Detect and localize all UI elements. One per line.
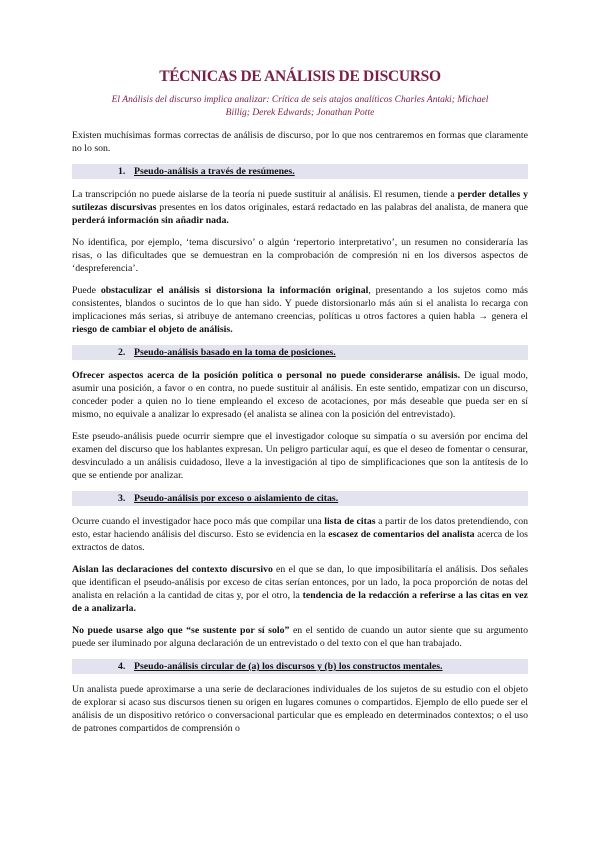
- section-3-paragraph-3: No puede usarse algo que “se sustente por sí solo” en el sentido de cuando un autor siente que su argumento puede ser iluminado por alguna declaración de un entrevistado o del texto con el que han trabajado.: [72, 625, 528, 649]
- section-number: 1.: [118, 166, 126, 177]
- section-title: Pseudo-análisis por exceso o aislamiento de citas.: [134, 493, 339, 504]
- section-title: Pseudo-análisis a través de resúmenes.: [134, 166, 295, 177]
- section-number: 3.: [118, 493, 126, 504]
- section-1-heading: [72, 164, 528, 179]
- section-title: Pseudo-análisis circular de (a) los discursos y (b) los constructos mentales.: [134, 661, 443, 672]
- section-1-paragraph-3: Puede obstaculizar el análisis si distorsiona la información original, presentando a los sujetos como más consistentes, blandos o sucintos de lo que han sido. Y puede distorsionarlo más aún si el analista lo recarga con implicaciones más serias, si atribuye de antemano creencias, políticas u otros factores a quien habla → genera el riesgo de cambiar el objeto de análisis.: [72, 285, 528, 335]
- document-subtitle: El Análisis del discurso implica analizar: Crítica de seis atajos analíticos Charles Antaki; Michael Billig; Derek Edwards; Jonathan Potte: [111, 95, 489, 118]
- section-3-paragraph-2: Aislan las declaraciones del contexto discursivo en el que se dan, lo que imposibilitaría el análisis. Dos señales que identifican el pseudo-análisis por exceso de citas serían entonces, por un lado, la poca proporción de notas del analista en relación a la cantidad de citas y, por el otro, la tendencia de la redacción a referirse a las citas en vez de a analizarla.: [72, 564, 529, 614]
- section-1-paragraph-2: No identifica, por ejemplo, ‘tema discursivo’ o algún ‘repertorio interpretativo’, un resumen no consideraría las risas, o las dificultades que se demuestran en la comprobación de compresión ni en los diversos aspectos de ‘despreferencia’.: [72, 237, 528, 274]
- section-4-heading: [72, 659, 528, 674]
- section-2-paragraph-2: Este pseudo-análisis puede ocurrir siempre que el investigador coloque su simpatía o su aversión por encima del examen del discurso que los hablantes expresan. Un peligro particular aquí, es que el deseo de fomentar o censurar, desvinculado a un análisis cuidadoso, lleve a la investigación al tipo de simplificaciones que son la antítesis de lo que se entiende por analizar.: [72, 431, 528, 481]
- section-2-paragraph-1: Ofrecer aspectos acerca de la posición política o personal no puede considerarse análisis. De igual modo, asumir una posición, a favor o en contra, no puede sustituir al análisis. En este sentido, empatizar con un discurso, conceder poder a quien no lo tiene empleando el exceso de acotaciones, por más deseable que pueda ser en sí mismo, no equivale a analizar lo expresado (el analista se alinea con la posición del entrevistado).: [72, 370, 528, 420]
- section-3-heading: [72, 491, 528, 506]
- section-2-heading: [72, 345, 528, 360]
- section-1-paragraph-1: La transcripción no puede aislarse de la teoría ni puede sustituir al análisis. El resumen, tiende a perder detalles y sutilezas discursivas presentes en los datos originales, estará redactado en las palabras del analista, de manera que perderá información sin añadir nada.: [72, 189, 528, 226]
- section-title: Pseudo-análisis basado en la toma de posiciones.: [134, 347, 336, 358]
- document-title: TÉCNICAS DE ANÁLISIS DE DISCURSO: [159, 68, 441, 85]
- section-4-paragraph-1: Un analista puede aproximarse a una serie de declaraciones individuales de los sujetos de su estudio con el objeto de explorar si acaso sus discursos tienen su origen en lugares comunes o compartidos. Ejemplo de ello puede ser el análisis de un dispositivo retórico o conversacional particular que es empleado en determinados contextos; o el uso de patrones compartidos de comprensión o: [72, 684, 528, 734]
- intro-paragraph: Existen muchísimas formas correctas de análisis de discurso, por lo que nos centraremos en formas que claramente no lo son.: [72, 130, 528, 154]
- section-number: 2.: [118, 347, 126, 358]
- section-3-paragraph-1: Ocurre cuando el investigador hace poco más que compilar una lista de citas a partir de los datos pretendiendo, con esto, estar haciendo análisis del discurso. Esto se evidencia en la escasez de comentarios del analista acerca de los extractos de datos.: [72, 516, 529, 553]
- section-number: 4.: [118, 661, 126, 672]
